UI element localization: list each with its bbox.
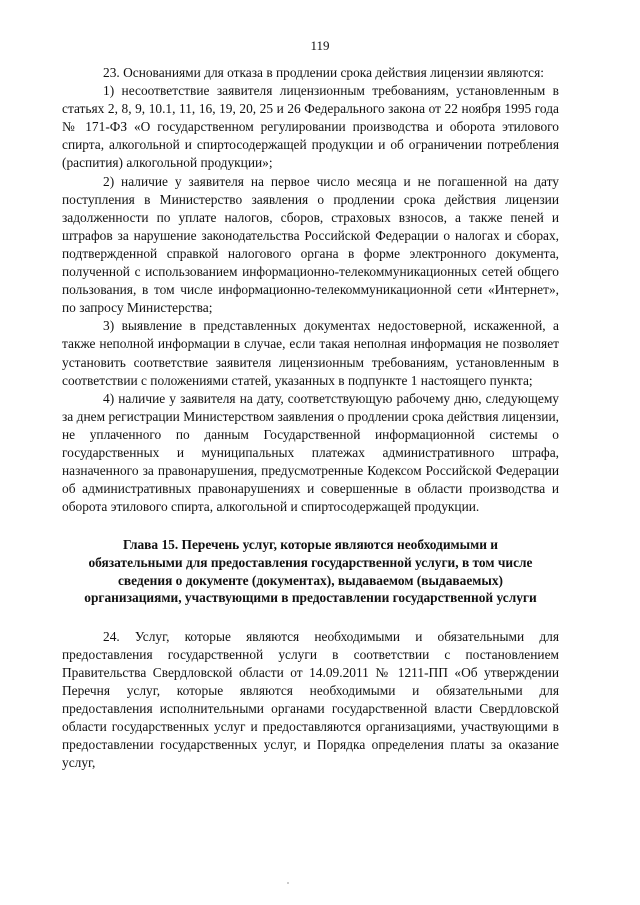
- paragraph-23-item-3: 3) выявление в представленных документах недостоверной, искаженной, а также неполной информации в случае, если такая неполная информация не позволяет установить соответствие заявителя лицензионным требованиям, установленным в соответствии с положениями статей, указанных в подпункте 1 настоящего пункта;: [62, 318, 559, 388]
- paragraph-23-item-2: 2) наличие у заявителя на первое число месяца и не погашенной на дату поступления в Министерство заявления о продлении срока действия лицензии задолженности по уплате налогов, сборов, страховых взносов, а также пеней и штрафов за нарушение законодательства Российской Федерации о налогах и сборах, подтвержденной справкой налогового органа в форме электронного документа, полученной с использованием информационно-телекоммуникационных сетей общего пользования, в том числе информационно-телекоммуникационной сети «Интернет», по запросу Министерства;: [62, 173, 559, 316]
- paragraph-23-item-1: 1) несоответствие заявителя лицензионным требованиям, установленным в статьях 2, 8, 9, 10.1, 11, 16, 19, 20, 25 и 26 Федерального закона от 22 ноября 1995 года № 171-ФЗ «О государственном регулировании производства и оборота этилового спирта, алкогольной и спиртосодержащей продукции и об ограничении потребления (распития) алкогольной продукции»;: [62, 83, 559, 171]
- scan-speck: [287, 882, 289, 884]
- page-number: 119: [310, 38, 330, 53]
- paragraph-23: 23. Основаниями для отказа в продлении срока действия лицензии являются:: [103, 65, 545, 80]
- paragraph-23-item-4: 4) наличие у заявителя на дату, соответствующую рабочему дню, следующему за днем регистрации Министерством заявления о продлении срока действия лицензии, не уплаченного по данным Государственной информационной системы о государственных и муниципальных платежах административного штрафа, назначенного за правонарушения, предусмотренные Кодексом Российской Федерации об административных правонарушениях и совершенные в области производства и оборота этилового спирта, алкогольной и спиртосодержащей продукции.: [62, 390, 559, 515]
- chapter-15-heading: Глава 15. Перечень услуг, которые являются необходимыми и обязательными для предоставления государственной услуги, в том числе сведения о документе (документах), выдаваемом (выдаваемых) организациями, участвующими в предоставлении государственной услуги: [84, 537, 537, 606]
- document-body: [62, 64, 559, 772]
- paragraph-24: 24. Услуг, которые являются необходимыми и обязательными для предоставления государственной услуги в соответствии с постановлением Правительства Свердловской области от 14.09.2011 № 1211-ПП «Об утверждении Перечня услуг, которые являются необходимыми и обязательными для предоставления исполнительными органами государственной власти Свердловской области государственных услуг и предоставляются организациями, участвующими в предоставлении государственных услуг, и Порядка определения платы за оказание услуг,: [62, 628, 559, 771]
